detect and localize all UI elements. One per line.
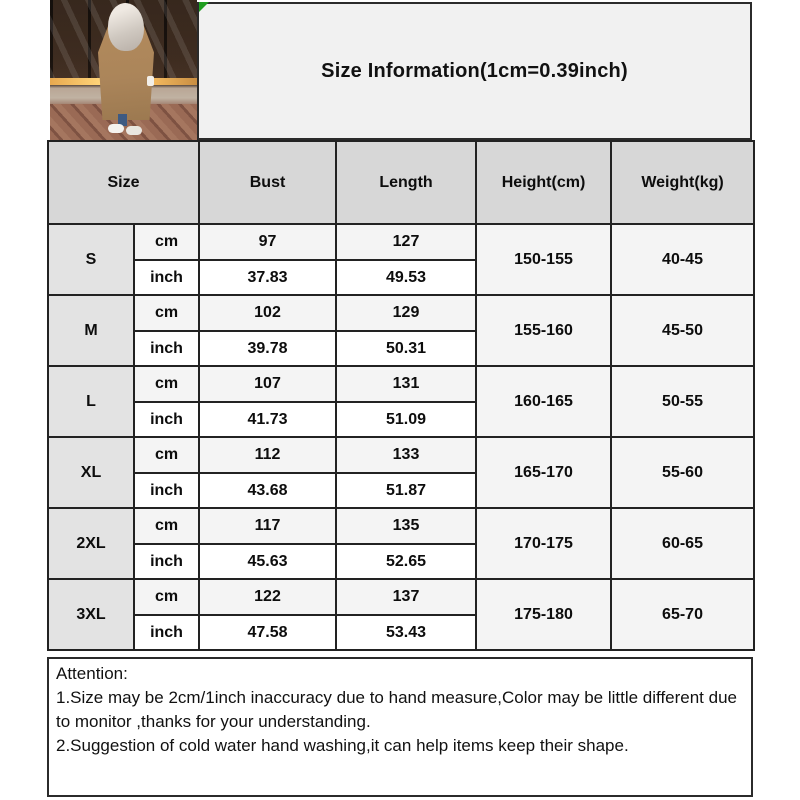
size-label: S	[48, 224, 134, 295]
header-height: Height(cm)	[476, 141, 611, 224]
length-value: 51.09	[336, 402, 476, 437]
size-label: XL	[48, 437, 134, 508]
attention-line-2: 2.Suggestion of cold water hand washing,it can help items keep their shape.	[56, 736, 629, 755]
bust-value: 97	[199, 224, 336, 260]
size-label: M	[48, 295, 134, 366]
header-size: Size	[48, 141, 199, 224]
height-value: 170-175	[476, 508, 611, 579]
bust-value: 112	[199, 437, 336, 473]
bust-value: 107	[199, 366, 336, 402]
unit-label: cm	[134, 295, 199, 331]
length-value: 50.31	[336, 331, 476, 366]
weight-value: 50-55	[611, 366, 754, 437]
length-value: 135	[336, 508, 476, 544]
product-photo	[50, 0, 197, 140]
weight-value: 40-45	[611, 224, 754, 295]
photo-person-headscarf	[108, 3, 144, 51]
bust-value: 102	[199, 295, 336, 331]
attention-note	[47, 657, 753, 797]
length-value: 49.53	[336, 260, 476, 295]
size-info-title-cell	[197, 2, 752, 140]
size-label: 3XL	[48, 579, 134, 650]
photo-person-shoe	[108, 124, 124, 133]
photo-person-cup	[147, 76, 154, 86]
size-table	[47, 140, 755, 651]
length-value: 131	[336, 366, 476, 402]
length-value: 137	[336, 579, 476, 615]
unit-label: inch	[134, 544, 199, 579]
weight-value: 55-60	[611, 437, 754, 508]
length-value: 129	[336, 295, 476, 331]
header-weight: Weight(kg)	[611, 141, 754, 224]
bust-value: 117	[199, 508, 336, 544]
header-length: Length	[336, 141, 476, 224]
weight-value: 65-70	[611, 579, 754, 650]
bust-value: 43.68	[199, 473, 336, 508]
length-value: 53.43	[336, 615, 476, 650]
length-value: 133	[336, 437, 476, 473]
unit-label: cm	[134, 579, 199, 615]
photo-person-shoe	[126, 126, 142, 135]
size-label: 2XL	[48, 508, 134, 579]
height-value: 150-155	[476, 224, 611, 295]
unit-label: inch	[134, 473, 199, 508]
unit-label: cm	[134, 366, 199, 402]
bust-value: 37.83	[199, 260, 336, 295]
attention-line-1: 1.Size may be 2cm/1inch inaccuracy due to hand measure,Color may be little different due to monitor ,thanks for your understanding.	[56, 688, 737, 731]
unit-label: inch	[134, 615, 199, 650]
attention-heading: Attention:	[56, 664, 128, 683]
size-label: L	[48, 366, 134, 437]
unit-label: inch	[134, 402, 199, 437]
height-value: 160-165	[476, 366, 611, 437]
length-value: 51.87	[336, 473, 476, 508]
table-header-row	[48, 141, 754, 224]
table-row	[48, 224, 754, 260]
height-value: 175-180	[476, 579, 611, 650]
weight-value: 45-50	[611, 295, 754, 366]
weight-value: 60-65	[611, 508, 754, 579]
table-row	[48, 508, 754, 544]
page-title: Size Information(1cm=0.39inch)	[321, 59, 628, 82]
bust-value: 47.58	[199, 615, 336, 650]
unit-label: inch	[134, 331, 199, 366]
bust-value: 41.73	[199, 402, 336, 437]
bust-value: 45.63	[199, 544, 336, 579]
header-bust: Bust	[199, 141, 336, 224]
height-value: 155-160	[476, 295, 611, 366]
table-row	[48, 579, 754, 615]
height-value: 165-170	[476, 437, 611, 508]
table-row	[48, 437, 754, 473]
bust-value: 39.78	[199, 331, 336, 366]
cell-corner-marker-icon	[199, 2, 209, 12]
table-row	[48, 366, 754, 402]
unit-label: cm	[134, 508, 199, 544]
table-row	[48, 295, 754, 331]
unit-label: cm	[134, 437, 199, 473]
unit-label: inch	[134, 260, 199, 295]
unit-label: cm	[134, 224, 199, 260]
length-value: 52.65	[336, 544, 476, 579]
bust-value: 122	[199, 579, 336, 615]
length-value: 127	[336, 224, 476, 260]
